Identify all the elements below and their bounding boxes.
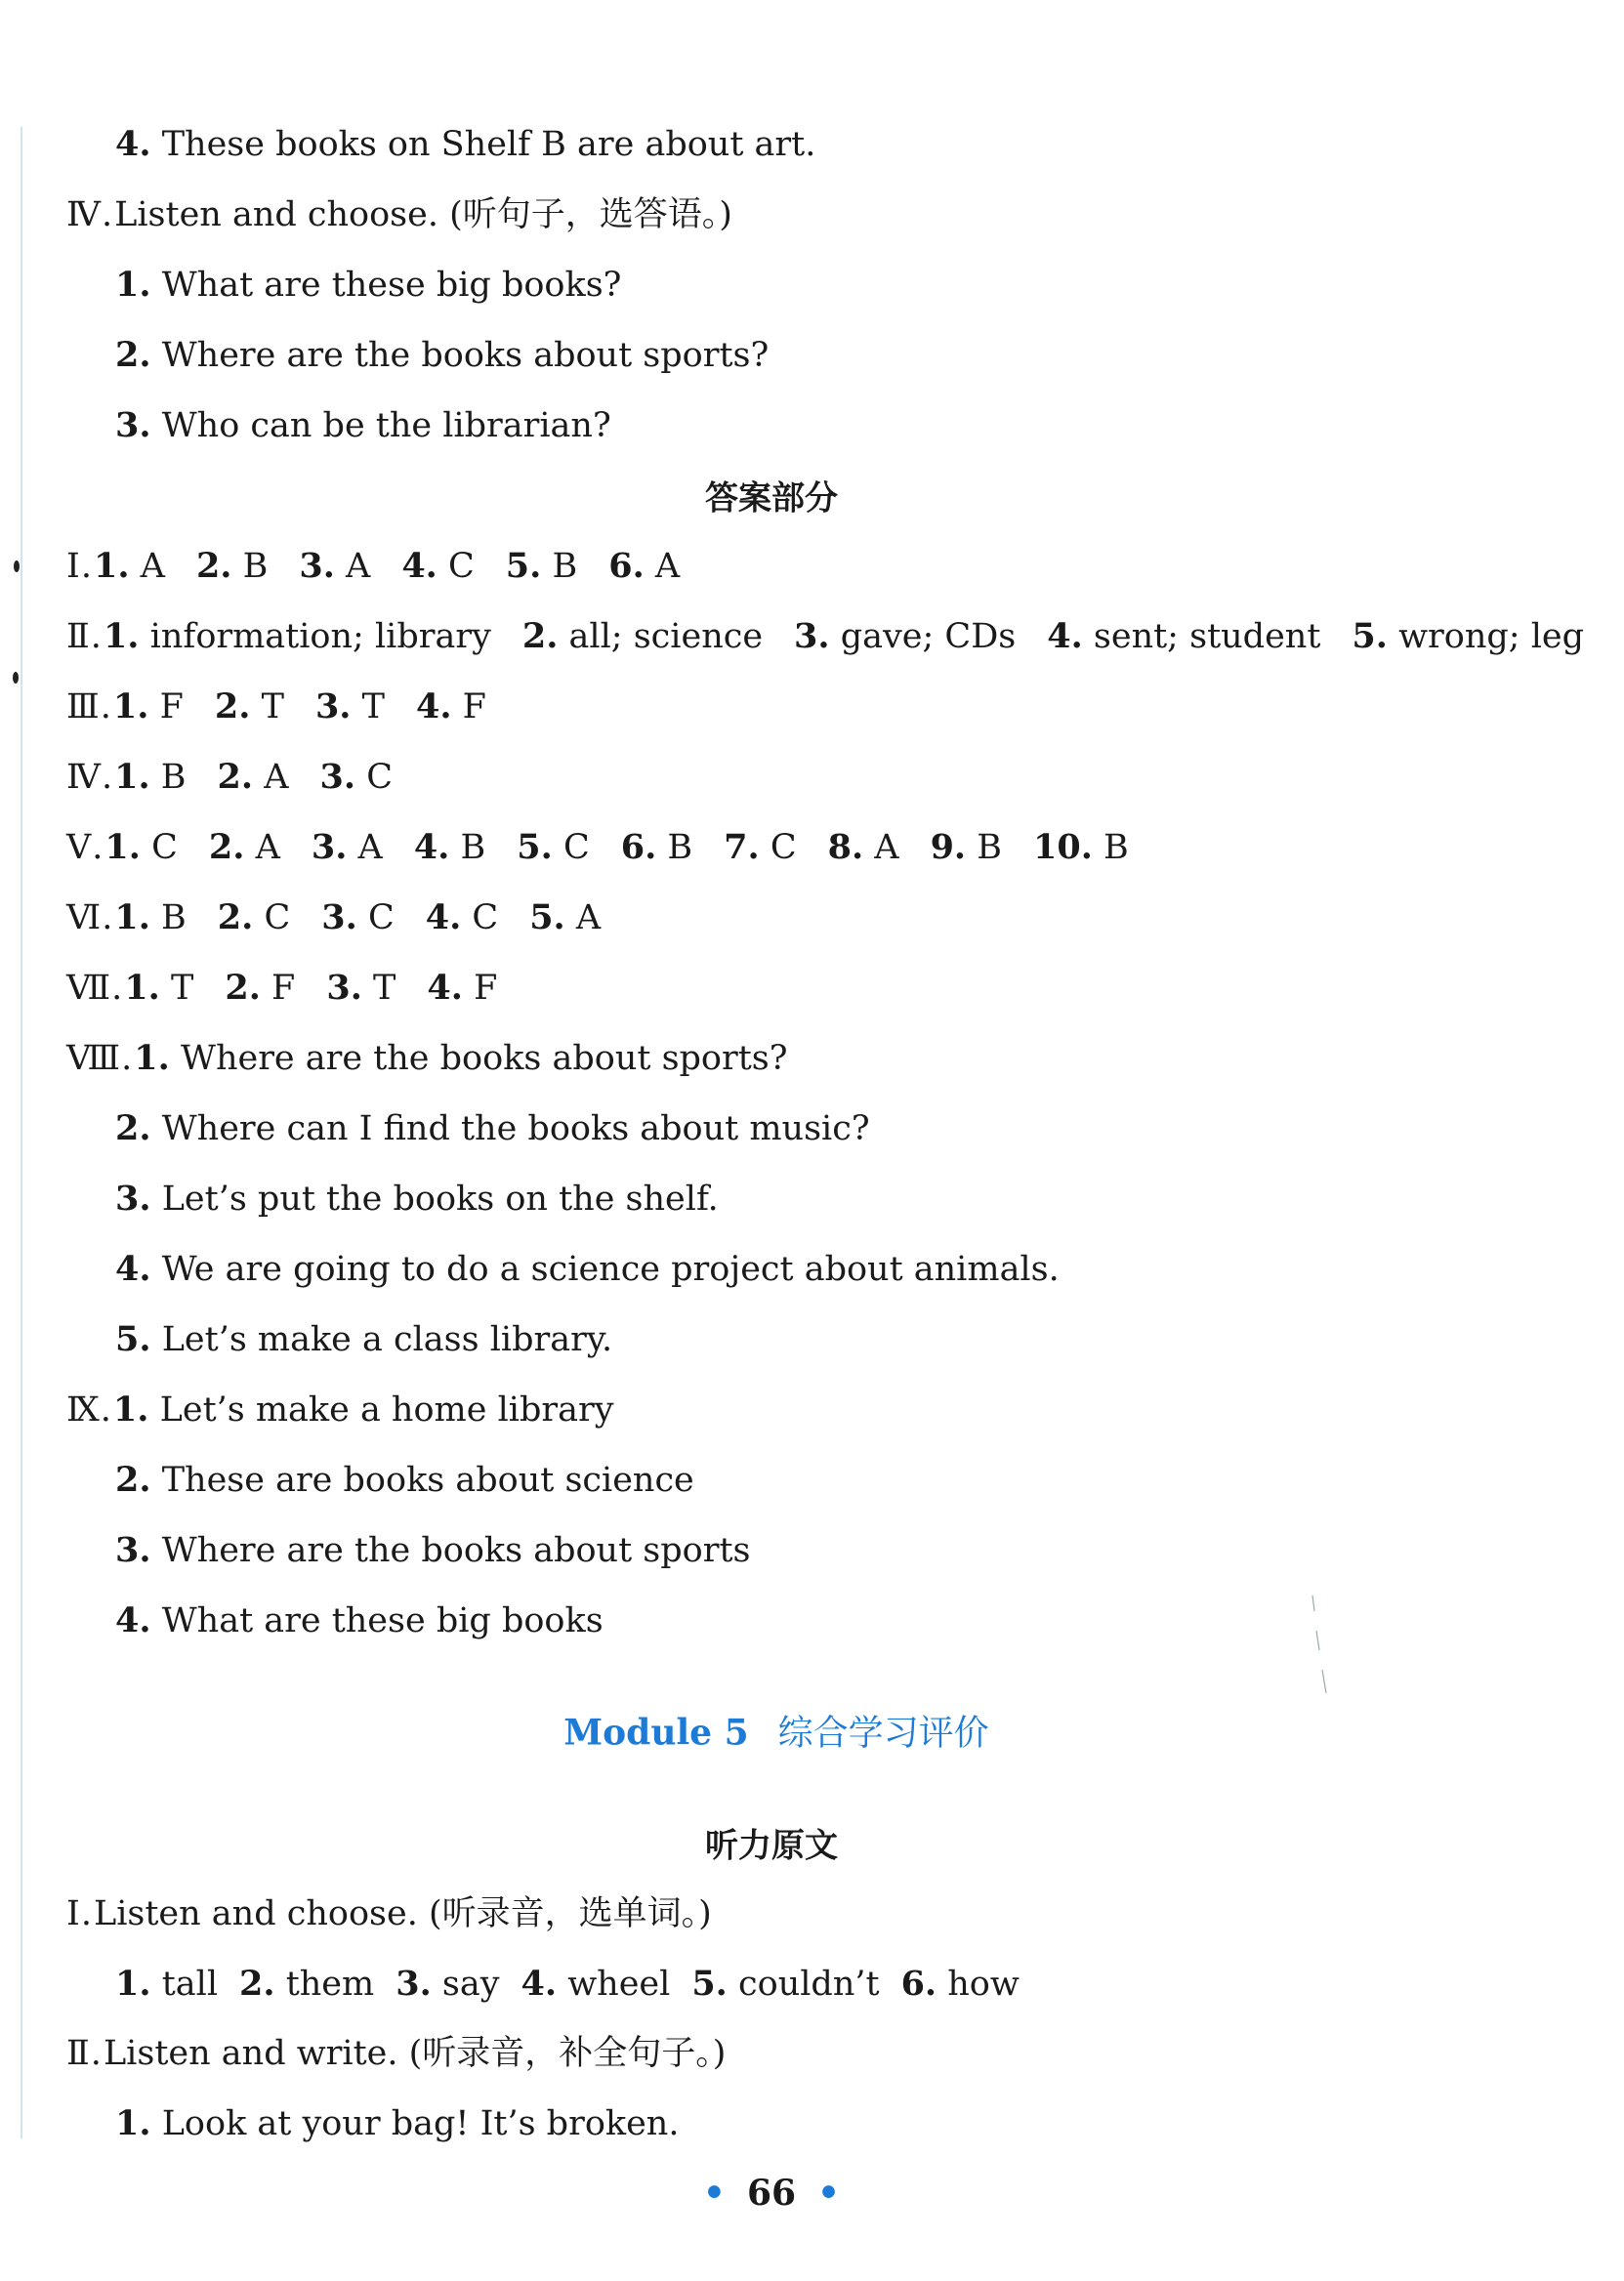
answer-row: Ⅴ.1. C 2. A 3. A 4. B 5. C 6. B 7. C 8. A 9. B 10. B xyxy=(66,827,1129,867)
scan-speck xyxy=(13,672,19,684)
question-line: 1. Look at your bag! It’s broken. xyxy=(115,2103,680,2143)
answer-heading: 答案部分 xyxy=(705,478,838,518)
section-title: Ⅰ.Listen and choose. (听录音，选单词。) xyxy=(66,1894,712,1933)
answer-sentence: 5. Let’s make a class library. xyxy=(115,1319,613,1359)
answer-sentence: 4. We are going to do a science project about animals. xyxy=(115,1249,1060,1289)
answer-row: Ⅱ.1. information; library 2. all; science 3. gave; CDs 4. sent; student 5. wrong; leg xyxy=(66,616,1585,656)
answer-row: Ⅲ.1. F 2. T 3. T 4. F xyxy=(66,686,486,726)
question-line: 3. Who can be the librarian? xyxy=(115,405,611,445)
answer-sentence: 3. Let’s put the books on the shelf. xyxy=(115,1179,719,1219)
question-line: 2. Where are the books about sports? xyxy=(115,335,770,375)
answer-row: Ⅳ.1. B 2. A 3. C xyxy=(66,757,393,797)
answer-row: Ⅷ.1. Where are the books about sports? xyxy=(66,1038,788,1078)
answer-sentence: 2. These are books about science xyxy=(115,1460,694,1500)
question-line: 1. What are these big books? xyxy=(115,265,622,305)
module-heading: Module 5 综合学习评价 xyxy=(563,1712,989,1754)
question-line: 4. These books on Shelf B are about art. xyxy=(115,124,816,164)
answer-sentence: 3. Where are the books about sports xyxy=(115,1530,751,1570)
section-title: Ⅱ.Listen and write. (听录音，补全句子。) xyxy=(66,2034,727,2073)
bullet-icon: • xyxy=(817,2173,841,2214)
bullet-icon: • xyxy=(702,2173,726,2214)
answer-row: Ⅰ.1. A 2. B 3. A 4. C 5. B 6. A xyxy=(66,546,681,586)
answer-sentence: 2. Where can I find the books about music? xyxy=(115,1108,870,1148)
answer-row: Ⅵ.1. B 2. C 3. C 4. C 5. A xyxy=(66,897,602,937)
answer-row: Ⅸ.1. Let’s make a home library xyxy=(66,1389,614,1430)
section-title: Ⅳ.Listen and choose. (听句子，选答语。) xyxy=(66,195,732,234)
answer-row: Ⅶ.1. T 2. F 3. T 4. F xyxy=(66,968,498,1008)
word-row: 1. tall 2. them 3. say 4. wheel 5. couldn’t 6. how xyxy=(115,1964,1020,2004)
page-number: • 66 • xyxy=(702,2173,841,2214)
scan-marks xyxy=(1309,1592,1338,1699)
answer-sentence: 4. What are these big books xyxy=(115,1600,604,1640)
scan-speck xyxy=(14,560,20,572)
listening-heading: 听力原文 xyxy=(705,1826,838,1866)
